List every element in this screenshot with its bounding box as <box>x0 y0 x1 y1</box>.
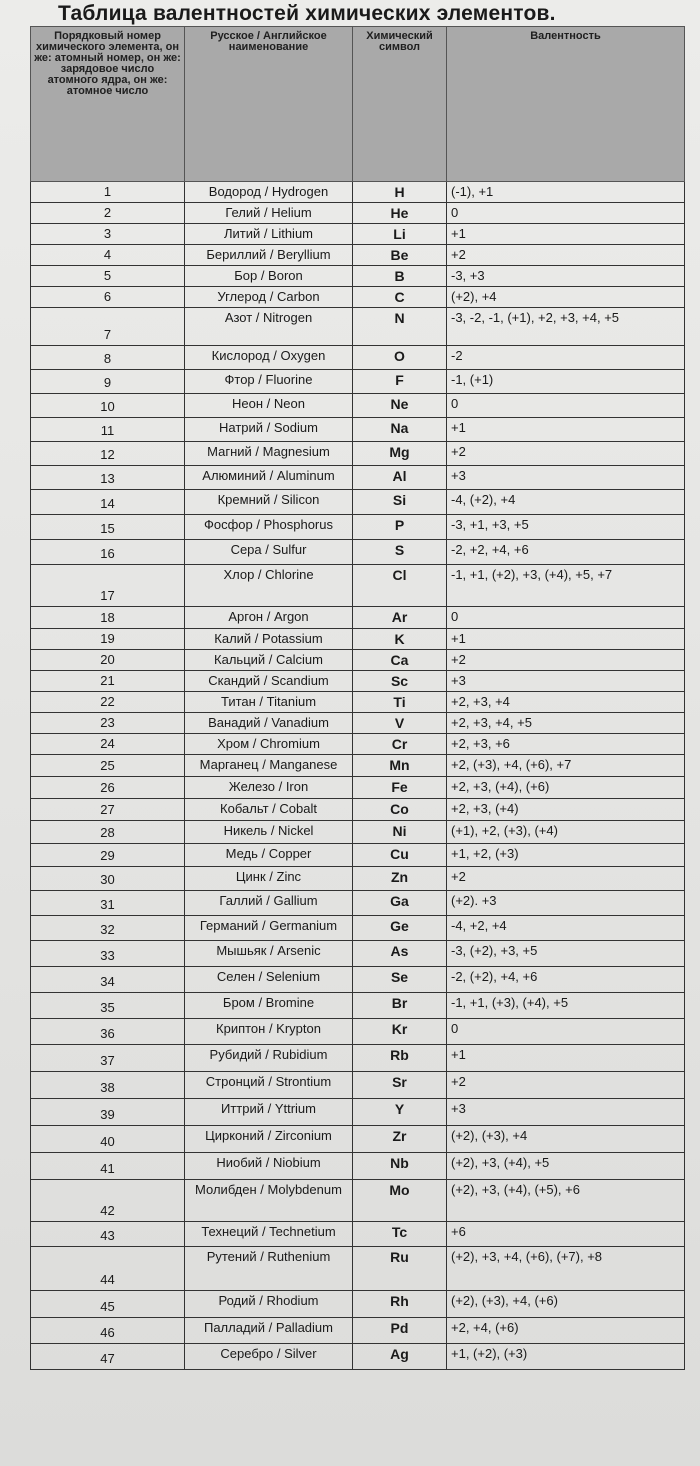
symbol-cell: Br <box>353 993 447 1019</box>
symbol-cell: Ru <box>353 1247 447 1291</box>
atomic-number-cell: 15 <box>31 515 185 540</box>
symbol-cell: Ti <box>353 692 447 713</box>
atomic-number-cell: 14 <box>31 490 185 515</box>
table-row <box>31 418 685 442</box>
atomic-number-cell: 27 <box>31 799 185 821</box>
table-row <box>31 755 685 777</box>
table-row <box>31 777 685 799</box>
element-name-cell: Германий / Germanium <box>185 916 353 941</box>
symbol-cell: He <box>353 203 447 224</box>
table-row <box>31 1019 685 1045</box>
symbol-cell: Cl <box>353 565 447 607</box>
atomic-number-cell: 38 <box>31 1072 185 1099</box>
valence-cell: +1 <box>447 629 685 650</box>
table-row <box>31 916 685 941</box>
element-name-cell: Титан / Titanium <box>185 692 353 713</box>
atomic-number-cell: 42 <box>31 1180 185 1222</box>
atomic-number-cell: 28 <box>31 821 185 844</box>
element-name-cell: Хлор / Chlorine <box>185 565 353 607</box>
valence-cell: +1 <box>447 224 685 245</box>
atomic-number-cell: 9 <box>31 370 185 394</box>
element-name-cell: Железо / Iron <box>185 777 353 799</box>
valence-cell: -1, (+1) <box>447 370 685 394</box>
element-name-cell: Селен / Selenium <box>185 967 353 993</box>
symbol-cell: Se <box>353 967 447 993</box>
symbol-cell: Mg <box>353 442 447 466</box>
valence-cell: (+2), (+3), +4 <box>447 1126 685 1153</box>
element-name-cell: Бор / Boron <box>185 266 353 287</box>
table-row <box>31 799 685 821</box>
symbol-cell: N <box>353 308 447 346</box>
valence-cell: +2 <box>447 442 685 466</box>
valence-cell: +1, +2, (+3) <box>447 844 685 867</box>
table-row <box>31 308 685 346</box>
element-name-cell: Калий / Potassium <box>185 629 353 650</box>
table-row <box>31 287 685 308</box>
table-row <box>31 650 685 671</box>
atomic-number-cell: 26 <box>31 777 185 799</box>
valence-cell: 0 <box>447 394 685 418</box>
symbol-cell: Li <box>353 224 447 245</box>
symbol-cell: Ni <box>353 821 447 844</box>
atomic-number-cell: 1 <box>31 182 185 203</box>
symbol-cell: Zr <box>353 1126 447 1153</box>
table-row <box>31 394 685 418</box>
header-atomic-number: Порядковый номер химического элемента, он же: атомный номер, он же: зарядовое число атомного ядра, он же: атомное число <box>31 27 185 182</box>
valence-cell: -1, +1, (+3), (+4), +5 <box>447 993 685 1019</box>
table-row <box>31 1045 685 1072</box>
symbol-cell: Ne <box>353 394 447 418</box>
valence-cell: +2, +3, (+4) <box>447 799 685 821</box>
atomic-number-cell: 20 <box>31 650 185 671</box>
symbol-cell: Mo <box>353 1180 447 1222</box>
valence-cell: +1 <box>447 1045 685 1072</box>
valence-cell: (+1), +2, (+3), (+4) <box>447 821 685 844</box>
valence-cell: +2, +3, +4, +5 <box>447 713 685 734</box>
element-name-cell: Кремний / Silicon <box>185 490 353 515</box>
valence-cell: +1 <box>447 418 685 442</box>
atomic-number-cell: 36 <box>31 1019 185 1045</box>
atomic-number-cell: 2 <box>31 203 185 224</box>
symbol-cell: F <box>353 370 447 394</box>
element-name-cell: Молибден / Molybdenum <box>185 1180 353 1222</box>
table-row <box>31 607 685 629</box>
table-row <box>31 540 685 565</box>
symbol-cell: O <box>353 346 447 370</box>
header-valence: Валентность <box>447 27 685 182</box>
table-row <box>31 346 685 370</box>
element-name-cell: Скандий / Scandium <box>185 671 353 692</box>
valence-cell: -4, +2, +4 <box>447 916 685 941</box>
table-row <box>31 182 685 203</box>
element-name-cell: Кальций / Calcium <box>185 650 353 671</box>
valence-cell: -3, -2, -1, (+1), +2, +3, +4, +5 <box>447 308 685 346</box>
valence-cell: +2 <box>447 650 685 671</box>
element-name-cell: Аргон / Argon <box>185 607 353 629</box>
symbol-cell: K <box>353 629 447 650</box>
symbol-cell: Be <box>353 245 447 266</box>
table-row <box>31 941 685 967</box>
symbol-cell: P <box>353 515 447 540</box>
valence-cell: 0 <box>447 1019 685 1045</box>
valence-cell: +2, +3, (+4), (+6) <box>447 777 685 799</box>
atomic-number-cell: 31 <box>31 891 185 916</box>
element-name-cell: Технеций / Technetium <box>185 1222 353 1247</box>
valence-cell: +2, +4, (+6) <box>447 1318 685 1344</box>
table-row <box>31 1291 685 1318</box>
header-name: Русское / Английское наименование <box>185 27 353 182</box>
atomic-number-cell: 13 <box>31 466 185 490</box>
valence-cell: -2, (+2), +4, +6 <box>447 967 685 993</box>
symbol-cell: Ag <box>353 1344 447 1370</box>
valence-cell: 0 <box>447 607 685 629</box>
element-name-cell: Стронций / Strontium <box>185 1072 353 1099</box>
symbol-cell: C <box>353 287 447 308</box>
symbol-cell: Ca <box>353 650 447 671</box>
table-header <box>31 27 685 182</box>
element-name-cell: Палладий / Palladium <box>185 1318 353 1344</box>
symbol-cell: Rb <box>353 1045 447 1072</box>
valence-cell: 0 <box>447 203 685 224</box>
atomic-number-cell: 29 <box>31 844 185 867</box>
element-name-cell: Магний / Magnesium <box>185 442 353 466</box>
element-name-cell: Азот / Nitrogen <box>185 308 353 346</box>
atomic-number-cell: 37 <box>31 1045 185 1072</box>
valence-cell: (+2), (+3), +4, (+6) <box>447 1291 685 1318</box>
element-name-cell: Кобальт / Cobalt <box>185 799 353 821</box>
atomic-number-cell: 19 <box>31 629 185 650</box>
symbol-cell: Ga <box>353 891 447 916</box>
symbol-cell: Ge <box>353 916 447 941</box>
valence-cell: -3, +1, +3, +5 <box>447 515 685 540</box>
table-row <box>31 821 685 844</box>
symbol-cell: H <box>353 182 447 203</box>
symbol-cell: Si <box>353 490 447 515</box>
element-name-cell: Галлий / Gallium <box>185 891 353 916</box>
valence-cell: +3 <box>447 466 685 490</box>
valence-cell: -3, +3 <box>447 266 685 287</box>
valence-cell: (+2), +4 <box>447 287 685 308</box>
symbol-cell: Kr <box>353 1019 447 1045</box>
table-row <box>31 1247 685 1291</box>
valence-cell: +1, (+2), (+3) <box>447 1344 685 1370</box>
atomic-number-cell: 4 <box>31 245 185 266</box>
symbol-cell: Cr <box>353 734 447 755</box>
table-row <box>31 1099 685 1126</box>
symbol-cell: Ar <box>353 607 447 629</box>
valence-cell: +6 <box>447 1222 685 1247</box>
table-row <box>31 245 685 266</box>
atomic-number-cell: 44 <box>31 1247 185 1291</box>
symbol-cell: As <box>353 941 447 967</box>
valence-cell: +2, (+3), +4, (+6), +7 <box>447 755 685 777</box>
element-name-cell: Гелий / Helium <box>185 203 353 224</box>
atomic-number-cell: 33 <box>31 941 185 967</box>
symbol-cell: Sr <box>353 1072 447 1099</box>
element-name-cell: Неон / Neon <box>185 394 353 418</box>
atomic-number-cell: 18 <box>31 607 185 629</box>
atomic-number-cell: 21 <box>31 671 185 692</box>
atomic-number-cell: 24 <box>31 734 185 755</box>
table-row <box>31 1153 685 1180</box>
table-row <box>31 565 685 607</box>
valence-cell: -3, (+2), +3, +5 <box>447 941 685 967</box>
table-row <box>31 1126 685 1153</box>
element-name-cell: Мышьяк / Arsenic <box>185 941 353 967</box>
valence-cell: (+2), +3, +4, (+6), (+7), +8 <box>447 1247 685 1291</box>
symbol-cell: Nb <box>353 1153 447 1180</box>
element-name-cell: Никель / Nickel <box>185 821 353 844</box>
valence-cell: +3 <box>447 671 685 692</box>
symbol-cell: Y <box>353 1099 447 1126</box>
symbol-cell: Sc <box>353 671 447 692</box>
symbol-cell: Zn <box>353 867 447 891</box>
table-row <box>31 993 685 1019</box>
atomic-number-cell: 25 <box>31 755 185 777</box>
valence-cell: -2 <box>447 346 685 370</box>
symbol-cell: B <box>353 266 447 287</box>
element-name-cell: Марганец / Manganese <box>185 755 353 777</box>
table-row <box>31 713 685 734</box>
table-row <box>31 844 685 867</box>
atomic-number-cell: 45 <box>31 1291 185 1318</box>
valence-cell: +2, +3, +4 <box>447 692 685 713</box>
table-row <box>31 466 685 490</box>
table-row <box>31 370 685 394</box>
atomic-number-cell: 17 <box>31 565 185 607</box>
table-row <box>31 490 685 515</box>
atomic-number-cell: 41 <box>31 1153 185 1180</box>
element-name-cell: Водород / Hydrogen <box>185 182 353 203</box>
symbol-cell: S <box>353 540 447 565</box>
valence-cell: +3 <box>447 1099 685 1126</box>
valence-table <box>30 26 685 1370</box>
table-row <box>31 692 685 713</box>
symbol-cell: Al <box>353 466 447 490</box>
header-row <box>31 27 685 182</box>
table-row <box>31 224 685 245</box>
atomic-number-cell: 10 <box>31 394 185 418</box>
symbol-cell: Co <box>353 799 447 821</box>
symbol-cell: Na <box>353 418 447 442</box>
atomic-number-cell: 46 <box>31 1318 185 1344</box>
element-name-cell: Медь / Copper <box>185 844 353 867</box>
symbol-cell: Cu <box>353 844 447 867</box>
atomic-number-cell: 23 <box>31 713 185 734</box>
table-row <box>31 203 685 224</box>
element-name-cell: Серебро / Silver <box>185 1344 353 1370</box>
element-name-cell: Цинк / Zinc <box>185 867 353 891</box>
element-name-cell: Родий / Rhodium <box>185 1291 353 1318</box>
valence-cell: (-1), +1 <box>447 182 685 203</box>
valence-cell: -4, (+2), +4 <box>447 490 685 515</box>
valence-cell: (+2). +3 <box>447 891 685 916</box>
element-name-cell: Углерод / Carbon <box>185 287 353 308</box>
atomic-number-cell: 40 <box>31 1126 185 1153</box>
symbol-cell: Fe <box>353 777 447 799</box>
valence-cell: (+2), +3, (+4), +5 <box>447 1153 685 1180</box>
table-row <box>31 1222 685 1247</box>
valence-cell: +2 <box>447 1072 685 1099</box>
element-name-cell: Натрий / Sodium <box>185 418 353 442</box>
atomic-number-cell: 43 <box>31 1222 185 1247</box>
valence-cell: +2, +3, +6 <box>447 734 685 755</box>
symbol-cell: Rh <box>353 1291 447 1318</box>
element-name-cell: Цирконий / Zirconium <box>185 1126 353 1153</box>
atomic-number-cell: 32 <box>31 916 185 941</box>
atomic-number-cell: 5 <box>31 266 185 287</box>
table-body <box>31 182 685 1370</box>
atomic-number-cell: 3 <box>31 224 185 245</box>
table-row <box>31 515 685 540</box>
page-title: Таблица валентностей химических элементов. <box>58 2 556 25</box>
valence-cell: -2, +2, +4, +6 <box>447 540 685 565</box>
valence-cell: -1, +1, (+2), +3, (+4), +5, +7 <box>447 565 685 607</box>
atomic-number-cell: 7 <box>31 308 185 346</box>
atomic-number-cell: 35 <box>31 993 185 1019</box>
element-name-cell: Бром / Bromine <box>185 993 353 1019</box>
element-name-cell: Фтор / Fluorine <box>185 370 353 394</box>
atomic-number-cell: 16 <box>31 540 185 565</box>
header-symbol: Химический символ <box>353 27 447 182</box>
atomic-number-cell: 47 <box>31 1344 185 1370</box>
valence-cell: (+2), +3, (+4), (+5), +6 <box>447 1180 685 1222</box>
atomic-number-cell: 39 <box>31 1099 185 1126</box>
table-row <box>31 1318 685 1344</box>
element-name-cell: Алюминий / Aluminum <box>185 466 353 490</box>
symbol-cell: V <box>353 713 447 734</box>
atomic-number-cell: 8 <box>31 346 185 370</box>
element-name-cell: Криптон / Krypton <box>185 1019 353 1045</box>
element-name-cell: Фосфор / Phosphorus <box>185 515 353 540</box>
table-row <box>31 967 685 993</box>
element-name-cell: Литий / Lithium <box>185 224 353 245</box>
element-name-cell: Ванадий / Vanadium <box>185 713 353 734</box>
table-row <box>31 266 685 287</box>
symbol-cell: Tc <box>353 1222 447 1247</box>
valence-cell: +2 <box>447 867 685 891</box>
element-name-cell: Рубидий / Rubidium <box>185 1045 353 1072</box>
table-row <box>31 442 685 466</box>
table-row <box>31 671 685 692</box>
table-row <box>31 891 685 916</box>
symbol-cell: Mn <box>353 755 447 777</box>
element-name-cell: Ниобий / Niobium <box>185 1153 353 1180</box>
element-name-cell: Сера / Sulfur <box>185 540 353 565</box>
element-name-cell: Иттрий / Yttrium <box>185 1099 353 1126</box>
element-name-cell: Рутений / Ruthenium <box>185 1247 353 1291</box>
table-row <box>31 629 685 650</box>
element-name-cell: Бериллий / Beryllium <box>185 245 353 266</box>
atomic-number-cell: 6 <box>31 287 185 308</box>
element-name-cell: Хром / Chromium <box>185 734 353 755</box>
symbol-cell: Pd <box>353 1318 447 1344</box>
atomic-number-cell: 12 <box>31 442 185 466</box>
valence-cell: +2 <box>447 245 685 266</box>
table-row <box>31 867 685 891</box>
table-row <box>31 1344 685 1370</box>
table-row <box>31 1072 685 1099</box>
atomic-number-cell: 11 <box>31 418 185 442</box>
table-row <box>31 734 685 755</box>
atomic-number-cell: 22 <box>31 692 185 713</box>
element-name-cell: Кислород / Oxygen <box>185 346 353 370</box>
table-row <box>31 1180 685 1222</box>
atomic-number-cell: 34 <box>31 967 185 993</box>
atomic-number-cell: 30 <box>31 867 185 891</box>
